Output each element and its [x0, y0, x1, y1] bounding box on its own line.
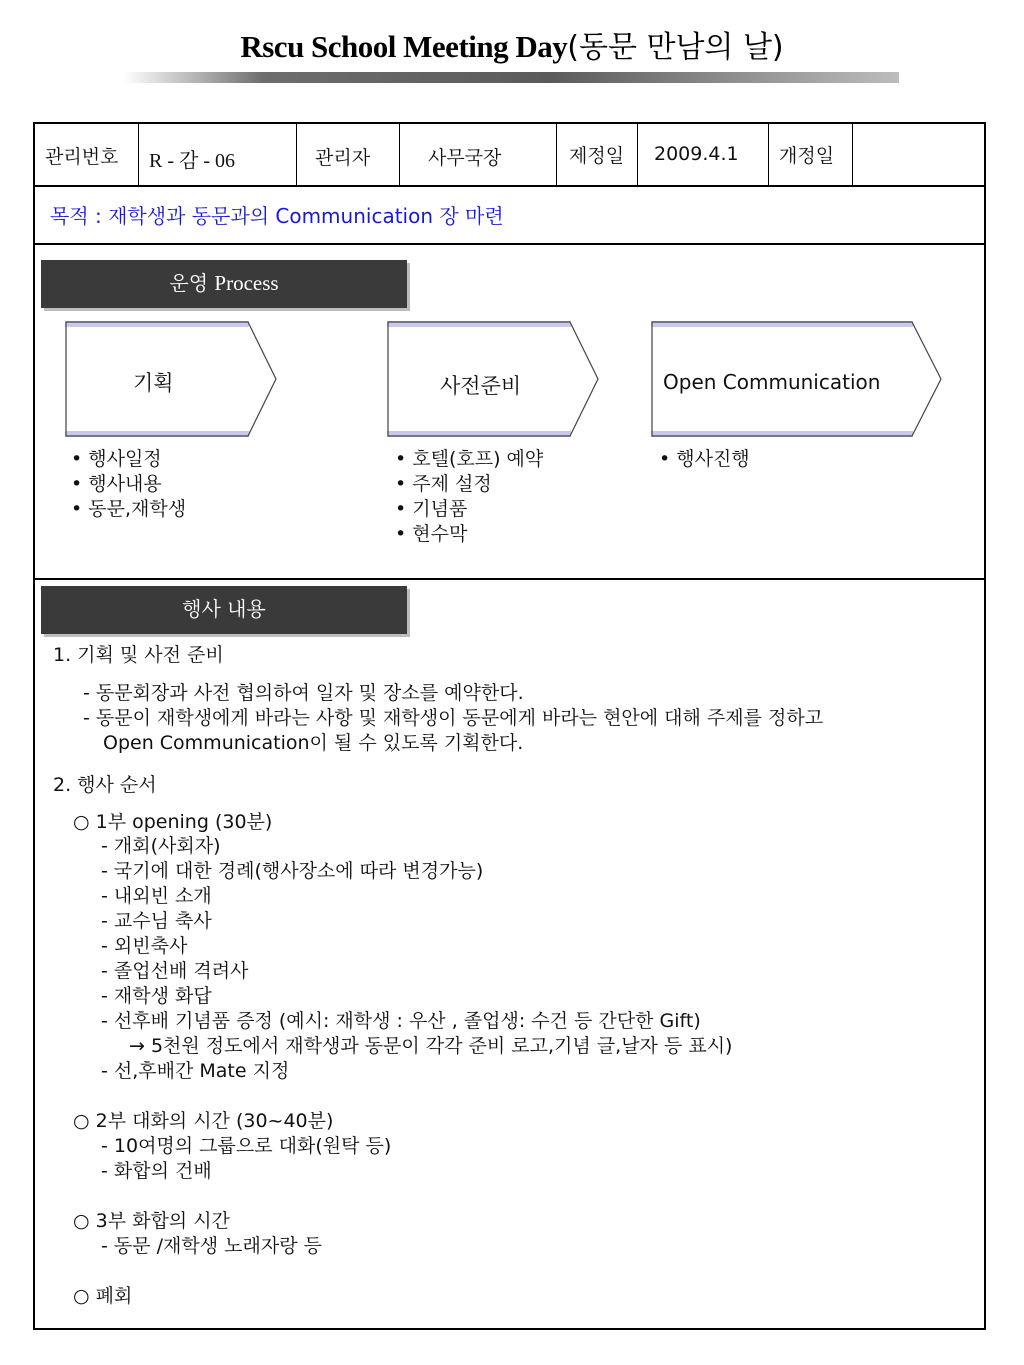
mgmt-no-label-cell [35, 124, 139, 185]
title-english: Rscu School Meeting Day [240, 29, 568, 64]
step-plan-item: • 행사내용 [71, 473, 162, 495]
part1-title: ○ 1부 opening (30분) [73, 811, 273, 833]
step-prep-item: • 현수막 [395, 523, 468, 545]
s1-title: 1. 기획 및 사전 준비 [53, 644, 224, 666]
part1-item: - 재학생 화답 [101, 985, 212, 1007]
mgmt-no-value-cell [139, 124, 297, 185]
part1-item: - 교수님 축사 [101, 910, 212, 932]
step-plan-item: • 동문,재학생 [71, 498, 187, 520]
step-open-bullets [659, 447, 750, 472]
part3-title: ○ 3부 화합의 시간 [73, 1210, 230, 1232]
title-underline [124, 72, 899, 83]
part1-item: - 외빈축사 [101, 935, 188, 957]
document-frame [33, 122, 986, 1330]
document-title [0, 22, 1024, 66]
step-plan-bullets [71, 447, 186, 522]
part2-item: - 10여명의 그룹으로 대화(원탁 등) [101, 1135, 392, 1157]
s1-line: - 동문회장과 사전 협의하여 일자 및 장소를 예약한다. [83, 682, 524, 704]
revised-label-cell [769, 124, 853, 185]
step-plan-item: • 행사일정 [71, 448, 162, 470]
s2-title: 2. 행사 순서 [53, 774, 157, 796]
part1-item: - 국기에 대한 경례(행사장소에 따라 변경가능) [101, 860, 484, 882]
s1-line: - 동문이 재학생에게 바라는 사항 및 재학생이 동문에게 바라는 현안에 대해 주제를 정하고 [83, 707, 824, 729]
part1-item: - 졸업선배 격려사 [101, 960, 249, 982]
part1-item: - 선후배 기념품 증정 (예시: 재학생 : 우산 , 졸업생: 수건 등 간단한 Gift) [101, 1010, 701, 1032]
part3-item: - 동문 /재학생 노래자랑 등 [101, 1235, 322, 1257]
created-value: 2009.4.1 [654, 143, 739, 165]
purpose-text: 목적 : 재학생과 동문과의 Communication 장 마련 [50, 204, 504, 228]
closing: ○ 폐회 [73, 1285, 133, 1307]
step-open-item: • 행사진행 [659, 448, 750, 470]
step-plan-title: 기획 [133, 371, 174, 395]
header-table [35, 124, 984, 187]
created-label-cell [557, 124, 638, 185]
s1-line: Open Communication이 될 수 있도록 기획한다. [103, 732, 524, 754]
step-prep-item: • 기념품 [395, 498, 468, 520]
manager-label-cell [297, 124, 400, 185]
part2-item: - 화합의 건배 [101, 1160, 212, 1182]
process-section [35, 243, 984, 580]
manager-value: 사무국장 [428, 147, 502, 169]
event-label: 행사 내용 [41, 586, 407, 634]
created-label: 제정일 [569, 145, 625, 167]
manager-value-cell [400, 124, 557, 185]
revised-value-cell [853, 124, 984, 185]
manager-label: 관리자 [315, 147, 371, 169]
title-korean: (동문 만남의 날) [567, 30, 784, 65]
revised-label: 개정일 [779, 145, 835, 167]
step-open-title: Open Communication [663, 370, 881, 394]
purpose-row [35, 185, 984, 245]
part1-item: - 선,후배간 Mate 지정 [101, 1060, 290, 1082]
process-label-en: Process [214, 271, 279, 295]
part1-item: → 5천원 정도에서 재학생과 동문이 각각 준비 로고,기념 글,날자 등 표시) [129, 1035, 733, 1057]
created-value-cell [638, 124, 769, 185]
step-prep-title: 사전준비 [440, 374, 522, 398]
part1-item: - 내외빈 소개 [101, 885, 212, 907]
part2-title: ○ 2부 대화의 시간 (30~40분) [73, 1110, 334, 1132]
process-label-ko: 운영 [169, 271, 215, 295]
step-prep-bullets [395, 447, 543, 547]
mgmt-no-value: R - 감 - 06 [149, 150, 235, 172]
process-label [41, 260, 407, 308]
mgmt-no-label: 관리번호 [45, 146, 119, 168]
step-prep-item: • 호텔(호프) 예약 [395, 448, 544, 470]
part1-item: - 개회(사회자) [101, 835, 221, 857]
step-prep-item: • 주제 설정 [395, 473, 492, 495]
